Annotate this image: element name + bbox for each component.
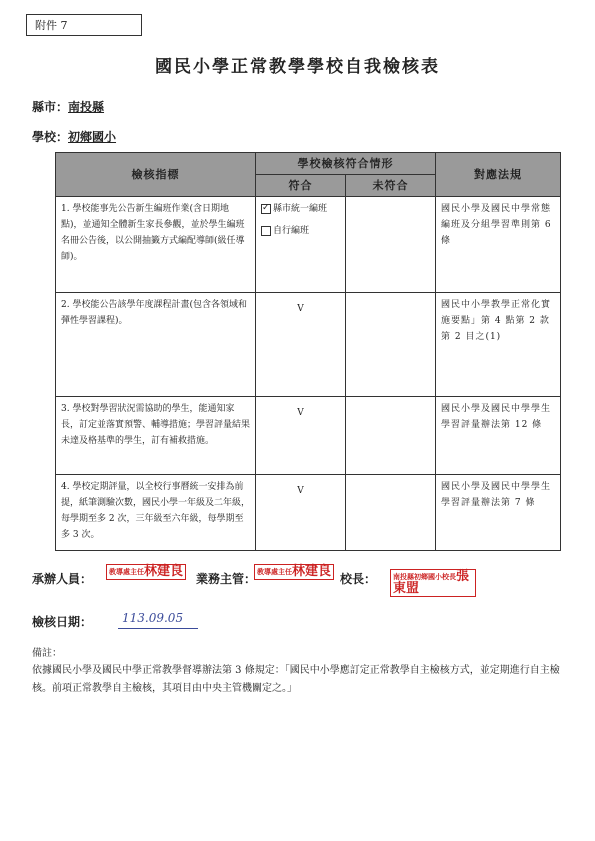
- county-field: [32, 98, 104, 115]
- header-law: 對應法規: [436, 153, 561, 197]
- law-cell: 國民小學及國民中學常態編班及分組學習準則第 6 條: [436, 197, 561, 293]
- stamp-title: 教導處主任: [109, 567, 144, 576]
- yes-mark: V: [256, 293, 346, 397]
- county-value: 南投縣: [68, 100, 105, 114]
- table-row: [56, 293, 561, 397]
- date-label: 檢核日期：: [32, 615, 93, 629]
- principal-stamp: [390, 569, 476, 597]
- checkbox-empty-icon[interactable]: [261, 226, 271, 236]
- note-heading: 備註：: [32, 648, 62, 659]
- supervisor-stamp: [254, 564, 334, 580]
- option-label: 自行編班: [273, 226, 310, 236]
- header-indicator: 檢核指標: [56, 153, 256, 197]
- no-cell: [346, 475, 436, 551]
- yes-mark: V: [256, 475, 346, 551]
- indicator-cell: 4. 學校定期評量，以全校行事曆統一安排為前提，紙筆測驗次數，國民小學一年級及二年級，每學期至多 2 次，三年級至六年級，每學期至多 3 次。: [56, 475, 256, 551]
- law-cell: 國民小學及國民中學學生學習評量辦法第 12 條: [436, 397, 561, 475]
- no-cell: [346, 197, 436, 293]
- table-row: [56, 397, 561, 475]
- indicator-cell: 3. 學校對學習狀況需協助的學生，能通知家長，訂定並落實預警、輔導措施；學習評量結果未達及格基準的學生，訂有補救措施。: [56, 397, 256, 475]
- options-cell: [256, 197, 346, 293]
- handler-label: 承辦人員：: [32, 572, 93, 586]
- school-value: 初鄉國小: [68, 130, 117, 144]
- indicator-cell: 1. 學校能事先公告新生編班作業(含日期地點)，並通知全體新生家長參觀，並於學生編班名冊公告後，以公開抽籤方式編配導師(級任導師)。: [56, 197, 256, 293]
- yes-mark: V: [256, 397, 346, 475]
- date-value: 113.09.05: [122, 611, 184, 625]
- handler-stamp: [106, 564, 186, 580]
- no-cell: [346, 293, 436, 397]
- header-no: 未符合: [346, 175, 436, 197]
- no-cell: [346, 397, 436, 475]
- supervisor-label: 業務主管：: [196, 572, 257, 586]
- stamp-title: 教導處主任: [257, 567, 292, 576]
- option-self[interactable]: [261, 223, 340, 239]
- county-label: 縣市：: [32, 100, 69, 114]
- law-cell: 國民中小學教學正常化實施要點」第 4 點第 2 款第 2 目之(1): [436, 293, 561, 397]
- table-row: [56, 197, 561, 293]
- checklist-table: [55, 152, 561, 551]
- attachment-tag: 附件 7: [26, 14, 142, 36]
- page-title: 國民小學正常教學學校自我檢核表: [155, 57, 440, 77]
- stamp-name: 林建良: [292, 564, 332, 579]
- stamp-name: 張東盟: [393, 569, 470, 596]
- law-cell: 國民小學及國民中學學生學習評量辦法第 7 條: [436, 475, 561, 551]
- header-yes: 符合: [256, 175, 346, 197]
- option-label: 縣市統一編班: [273, 204, 328, 214]
- checkbox-checked-icon[interactable]: [261, 204, 271, 214]
- option-unified[interactable]: [261, 201, 340, 217]
- note-text: 依據國民小學及國民中學正常教學督導辦法第 3 條規定：「國民中小學應訂定正常教學自主檢核方式，並定期進行自主檢核。前項正常教學自主檢核，其項目由中央主管機關定之。」: [32, 665, 560, 694]
- indicator-cell: 2. 學校能公告該學年度課程計畫(包含各領域和彈性學習課程)。: [56, 293, 256, 397]
- stamp-name: 林建良: [144, 564, 184, 579]
- stamp-title: 南投縣初鄉國小校長: [393, 572, 456, 581]
- principal-label: 校長：: [340, 572, 377, 586]
- table-row: [56, 475, 561, 551]
- date-underline: [118, 628, 198, 629]
- school-label: 學校：: [32, 130, 69, 144]
- school-field: [32, 128, 116, 145]
- header-group: 學校檢核符合情形: [256, 153, 436, 175]
